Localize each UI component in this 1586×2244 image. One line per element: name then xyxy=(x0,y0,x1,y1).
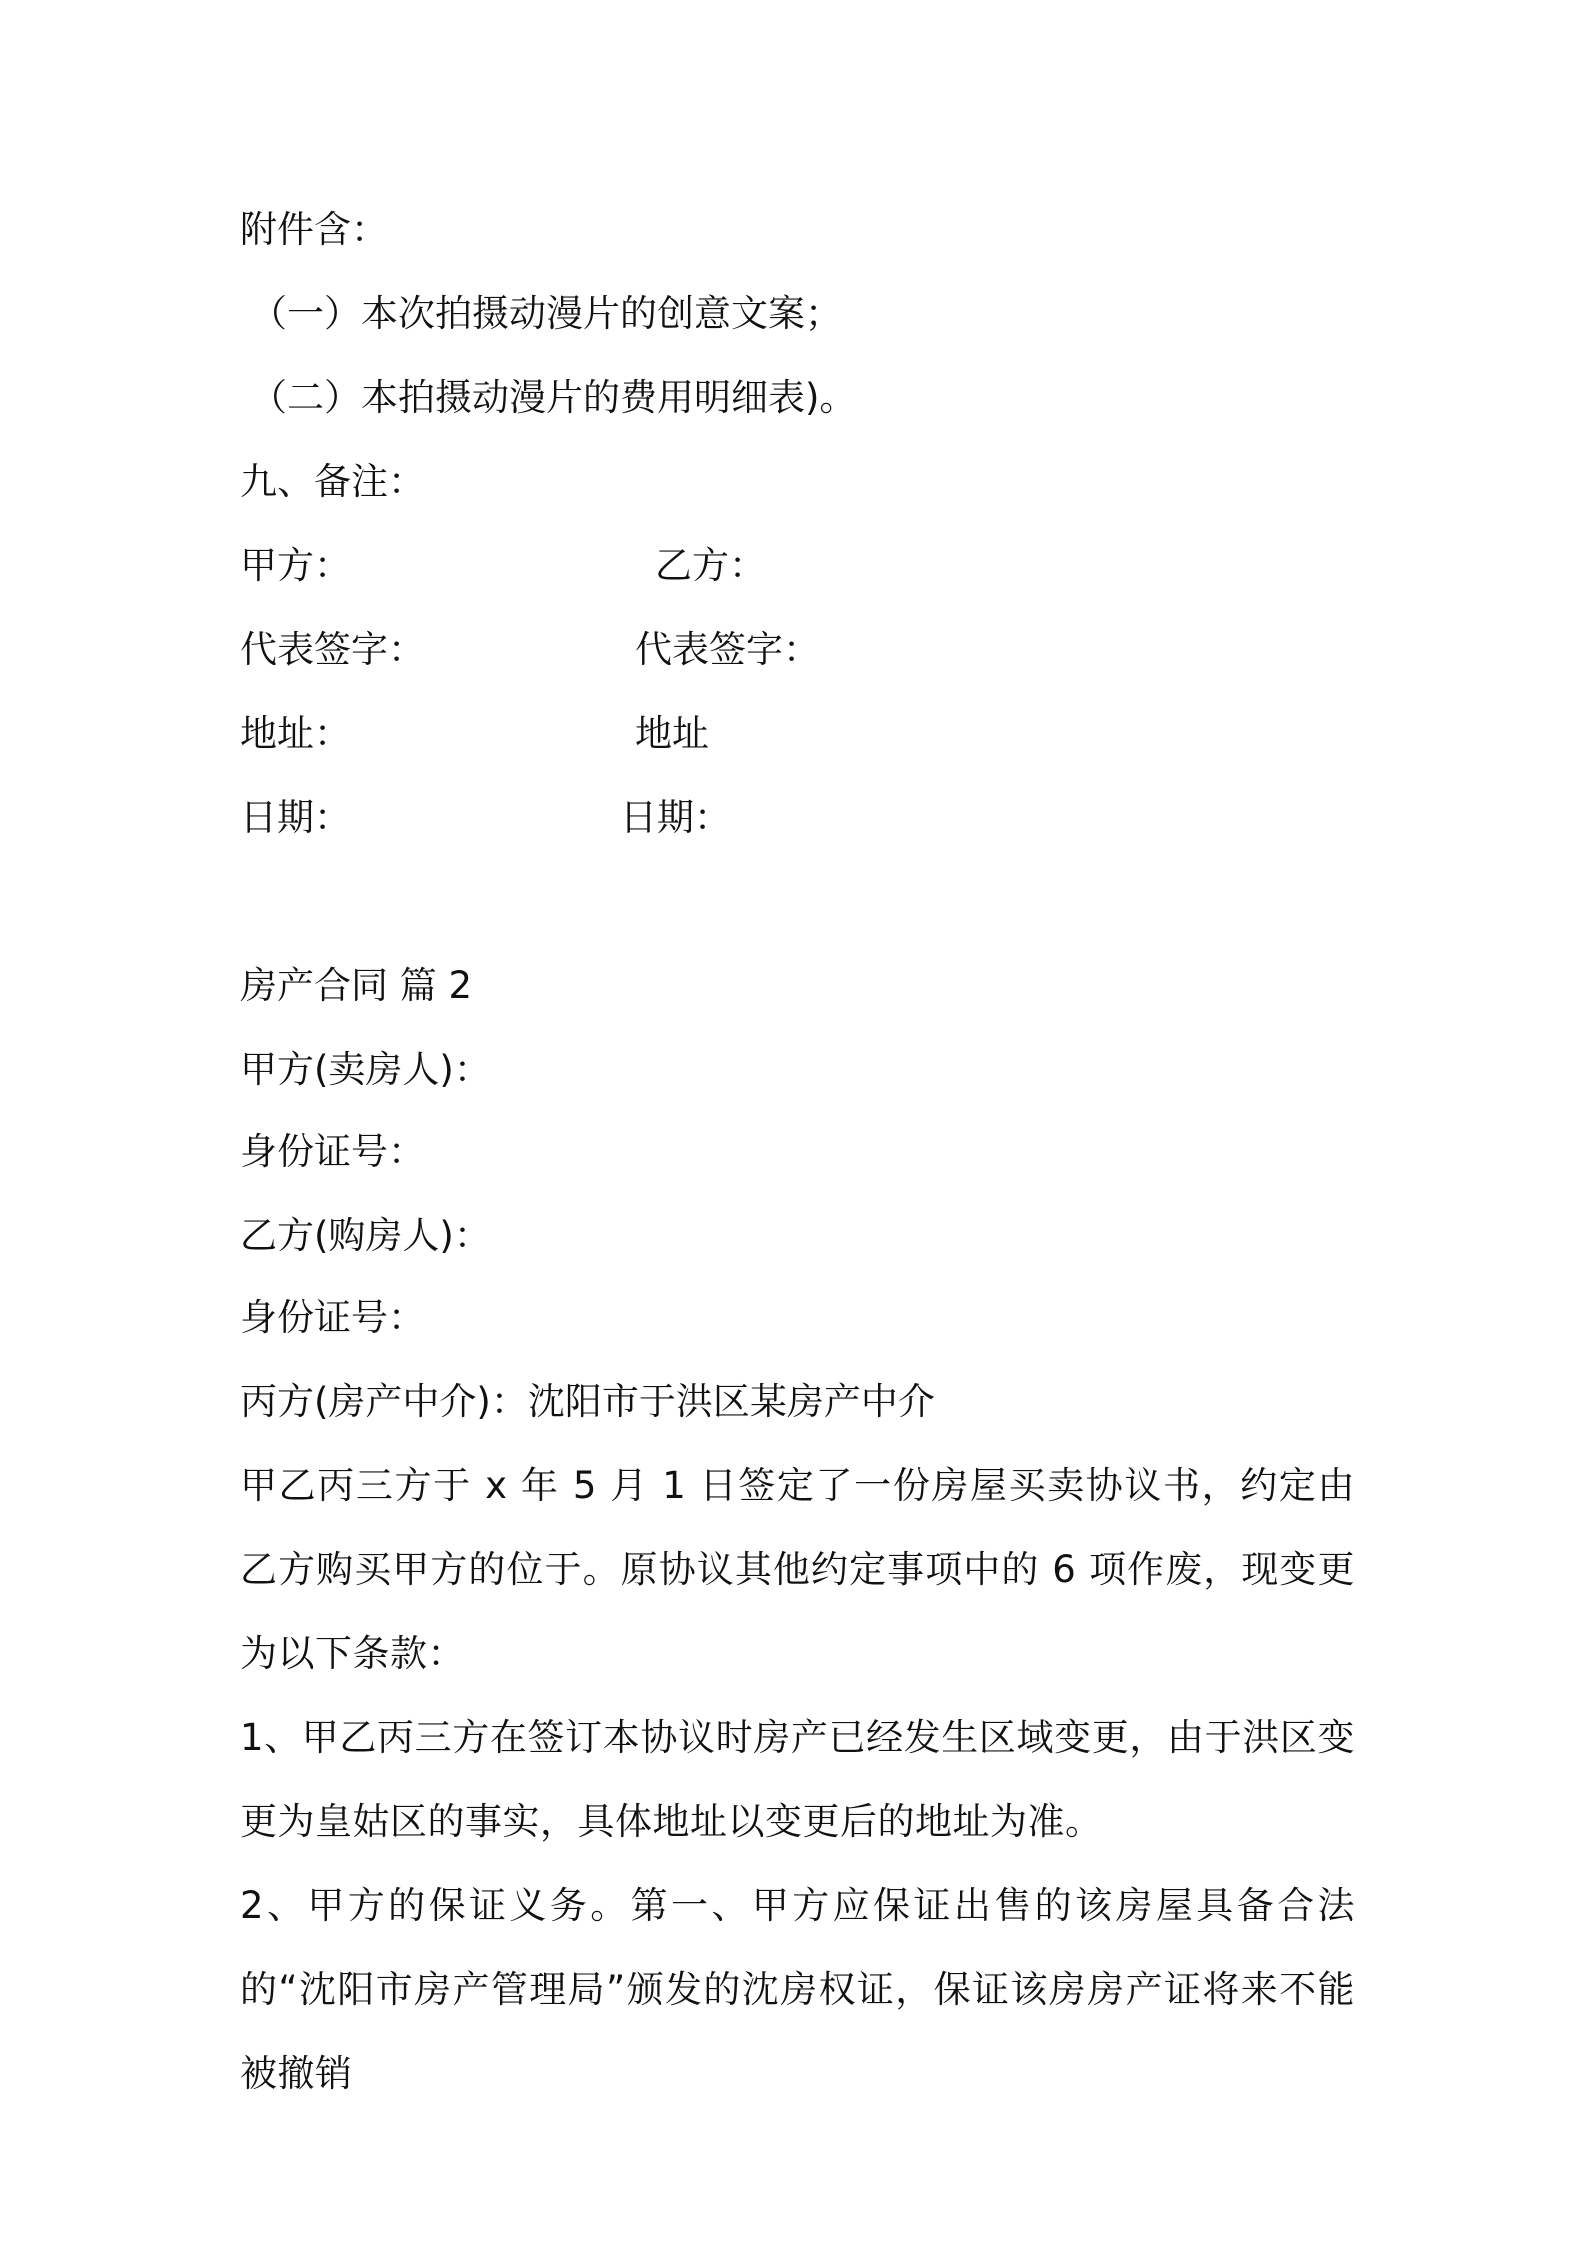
contract-title: 房产合同 篇 2 xyxy=(240,964,473,1007)
rep-a-label: 代表签字： xyxy=(240,628,425,671)
agent-line: 丙方(房产中介)：沈阳市于洪区某房产中介 xyxy=(240,1380,935,1423)
seller-label: 甲方(卖房人)： xyxy=(240,1048,491,1091)
date-a-label: 日期： xyxy=(240,796,351,839)
buyer-id-label: 身份证号： xyxy=(240,1296,425,1339)
attachment-item-1: （一）本次拍摄动漫片的创意文案； xyxy=(250,292,842,335)
attachments-heading: 附件含： xyxy=(240,208,388,251)
clause-2: 2、甲方的保证义务。第一、甲方应保证出售的该房屋具备合法的“沈阳市房产管理局”颁发的沈房权证，保证该房房产证将来不能被撤销 xyxy=(240,1884,1355,2095)
buyer-label: 乙方(购房人)： xyxy=(240,1214,491,1257)
party-a-label: 甲方： xyxy=(240,544,351,587)
clause-1: 1、甲乙丙三方在签订本协议时房产已经发生区域变更，由于洪区变更为皇姑区的事实，具体地址以变更后的地址为准。 xyxy=(240,1716,1355,1843)
party-b-label: 乙方： xyxy=(655,544,766,587)
address-a-label: 地址： xyxy=(240,712,351,755)
intro-paragraph: 甲乙丙三方于 x 年 5 月 1 日签定了一份房屋买卖协议书，约定由乙方购买甲方的位于。原协议其他约定事项中的 6 项作废，现变更为以下条款： xyxy=(240,1464,1355,1675)
rep-b-label: 代表签字： xyxy=(635,628,820,671)
address-b-label: 地址 xyxy=(635,712,709,755)
attachment-item-2: （二）本拍摄动漫片的费用明细表)。 xyxy=(250,376,857,419)
seller-id-label: 身份证号： xyxy=(240,1130,425,1173)
remarks-heading: 九、备注： xyxy=(240,460,425,503)
date-b-label: 日期： xyxy=(620,796,731,839)
